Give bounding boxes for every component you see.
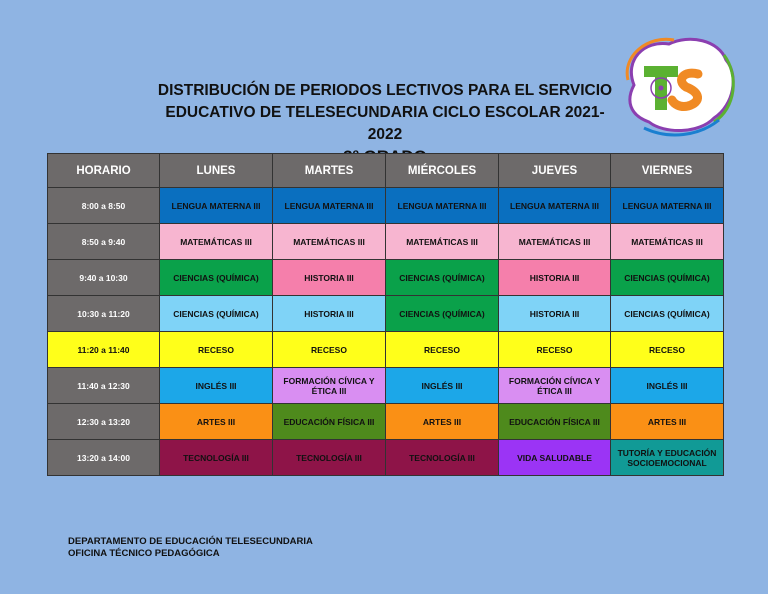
table-row (48, 368, 724, 404)
table-row (48, 224, 724, 260)
subject-cell: LENGUA MATERNA III (386, 188, 499, 224)
time-slot: 11:40 a 12:30 (48, 368, 160, 404)
subject-cell: HISTORIA III (499, 260, 611, 296)
table-row (48, 296, 724, 332)
subject-cell: MATEMÁTICAS III (611, 224, 724, 260)
column-header: LUNES (160, 154, 273, 188)
column-header: MARTES (273, 154, 386, 188)
footer-department: DEPARTAMENTO DE EDUCACIÓN TELESECUNDARIA (68, 536, 313, 547)
column-header: HORARIO (48, 154, 160, 188)
subject-cell: RECESO (499, 332, 611, 368)
subject-cell: ARTES III (611, 404, 724, 440)
time-slot: 10:30 a 11:20 (48, 296, 160, 332)
time-slot: 12:30 a 13:20 (48, 404, 160, 440)
subject-cell: TECNOLOGÍA III (386, 440, 499, 476)
subject-cell: RECESO (386, 332, 499, 368)
table-row (48, 440, 724, 476)
subject-cell: VIDA SALUDABLE (499, 440, 611, 476)
subject-cell: CIENCIAS (QUÍMICA) (611, 296, 724, 332)
ts-logo-icon (614, 30, 742, 140)
title-line-2: EDUCATIVO DE TELESECUNDARIA CICLO ESCOLAR 2021-2022 (165, 104, 605, 143)
footer-office: OFICINA TÉCNICO PEDAGÓGICA (68, 548, 220, 559)
time-slot: 8:50 a 9:40 (48, 224, 160, 260)
subject-cell: MATEMÁTICAS III (386, 224, 499, 260)
subject-cell: FORMACIÓN CÍVICA Y ÉTICA III (273, 368, 386, 404)
subject-cell: TECNOLOGÍA III (273, 440, 386, 476)
column-header: MIÉRCOLES (386, 154, 499, 188)
header-row (48, 154, 724, 188)
subject-cell: RECESO (160, 332, 273, 368)
subject-cell: HISTORIA III (273, 260, 386, 296)
subject-cell: LENGUA MATERNA III (611, 188, 724, 224)
schedule-table (47, 153, 724, 476)
subject-cell: MATEMÁTICAS III (273, 224, 386, 260)
table-row (48, 260, 724, 296)
subject-cell: ARTES III (386, 404, 499, 440)
subject-cell: EDUCACIÓN FÍSICA III (499, 404, 611, 440)
subject-cell: RECESO (273, 332, 386, 368)
column-header: VIERNES (611, 154, 724, 188)
time-slot: 11:20 a 11:40 (48, 332, 160, 368)
table-row (48, 404, 724, 440)
subject-cell: TECNOLOGÍA III (160, 440, 273, 476)
subject-cell: HISTORIA III (499, 296, 611, 332)
title-line-1: DISTRIBUCIÓN DE PERIODOS LECTIVOS PARA EL SERVICIO (157, 82, 613, 99)
subject-cell: FORMACIÓN CÍVICA Y ÉTICA III (499, 368, 611, 404)
subject-cell: INGLÉS III (611, 368, 724, 404)
subject-cell: TUTORÍA Y EDUCACIÓN SOCIOEMOCIONAL (611, 440, 724, 476)
time-slot: 9:40 a 10:30 (48, 260, 160, 296)
subject-cell: ARTES III (160, 404, 273, 440)
subject-cell: CIENCIAS (QUÍMICA) (160, 260, 273, 296)
time-slot: 13:20 a 14:00 (48, 440, 160, 476)
table-row (48, 332, 724, 368)
subject-cell: EDUCACIÓN FÍSICA III (273, 404, 386, 440)
column-header: JUEVES (499, 154, 611, 188)
footer (68, 536, 313, 560)
subject-cell: INGLÉS III (386, 368, 499, 404)
subject-cell: RECESO (611, 332, 724, 368)
subject-cell: CIENCIAS (QUÍMICA) (386, 260, 499, 296)
subject-cell: LENGUA MATERNA III (273, 188, 386, 224)
time-slot: 8:00 a 8:50 (48, 188, 160, 224)
subject-cell: CIENCIAS (QUÍMICA) (386, 296, 499, 332)
subject-cell: MATEMÁTICAS III (160, 224, 273, 260)
subject-cell: CIENCIAS (QUÍMICA) (160, 296, 273, 332)
subject-cell: HISTORIA III (273, 296, 386, 332)
subject-cell: INGLÉS III (160, 368, 273, 404)
subject-cell: MATEMÁTICAS III (499, 224, 611, 260)
subject-cell: CIENCIAS (QUÍMICA) (611, 260, 724, 296)
subject-cell: LENGUA MATERNA III (499, 188, 611, 224)
subject-cell: LENGUA MATERNA III (160, 188, 273, 224)
table-row (48, 188, 724, 224)
